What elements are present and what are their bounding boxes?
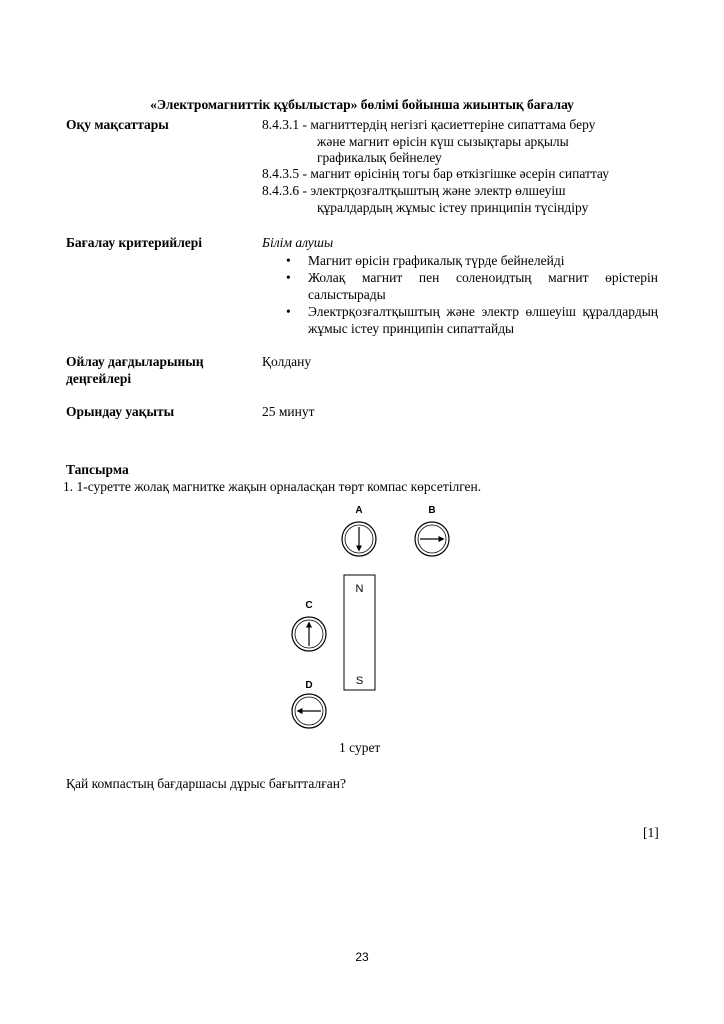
marks: [1] (643, 825, 659, 840)
page-number: 23 (355, 950, 369, 964)
compass-b (415, 522, 449, 556)
objective-3-line2: құралдардың жұмыс істеу принципін түсіндіру (317, 200, 589, 215)
compass-a-label: A (355, 505, 363, 516)
objective-1-line1: 8.4.3.1 - магниттердің негізгі қасиеттеріне сипаттама беру (262, 117, 596, 132)
assessment-criteria-label: Бағалау критерийлері (66, 235, 203, 250)
criteria-item: • Электрқозғалтқыштың және электр өлшеуіш құралдардың жұмыс істеу принципін сипаттайды (286, 304, 658, 336)
compass-c-label: C (305, 600, 313, 611)
objective-3-line1: 8.4.3.6 - электрқозғалтқыштың және электр өлшеуіш (262, 183, 566, 198)
compass-a (342, 522, 376, 556)
bullet-icon: • (286, 304, 291, 319)
magnet-south-label: S (355, 675, 364, 687)
objective-1-line2: және магнит өрісін күш сызықтары арқылы (317, 134, 569, 149)
time-value: 25 минут (262, 404, 315, 419)
compass-d-label: D (305, 680, 313, 691)
task-question-1: 1. 1-суретте жолақ магнитке жақын орналасқан төрт компас көрсетілген. (63, 479, 482, 494)
figure-caption: 1 сурет (339, 740, 381, 755)
task-prompt: Қай компастың бағдаршасы дұрыс бағытталған? (66, 776, 346, 791)
thinking-skills-label-line1: Ойлау дағдыларының (66, 354, 204, 369)
magnet-north-label: N (355, 583, 364, 595)
page-title: «Электромагниттік құбылыстар» бөлімі бойынша жиынтық бағалау (150, 97, 574, 112)
compass-c (292, 617, 326, 651)
compass-d (292, 694, 326, 728)
learning-objectives-label: Оқу мақсаттары (66, 117, 169, 132)
thinking-skills-label-line2: деңгейлері (66, 371, 132, 386)
time-label: Орындау уақыты (66, 404, 175, 419)
task-heading: Тапсырма (66, 462, 129, 477)
assessment-criteria-intro: Білім алушы (262, 235, 334, 250)
criteria-item: • Магнит өрісін графикалық түрде бейнелейді (286, 253, 565, 268)
objective-2-line1: 8.4.3.5 - магнит өрісінің тогы бар өткізгішке әсерін сипаттау (262, 166, 609, 181)
bullet-icon: • (286, 270, 291, 285)
bullet-icon: • (286, 253, 291, 268)
objective-1-line3: графикалық бейнелеу (317, 150, 442, 165)
thinking-skills-value: Қолдану (262, 354, 312, 369)
criteria-item: • Жолақ магнит пен соленоидтың магнит өрістерін салыстырады (286, 270, 658, 302)
compass-b-label: B (428, 505, 436, 516)
